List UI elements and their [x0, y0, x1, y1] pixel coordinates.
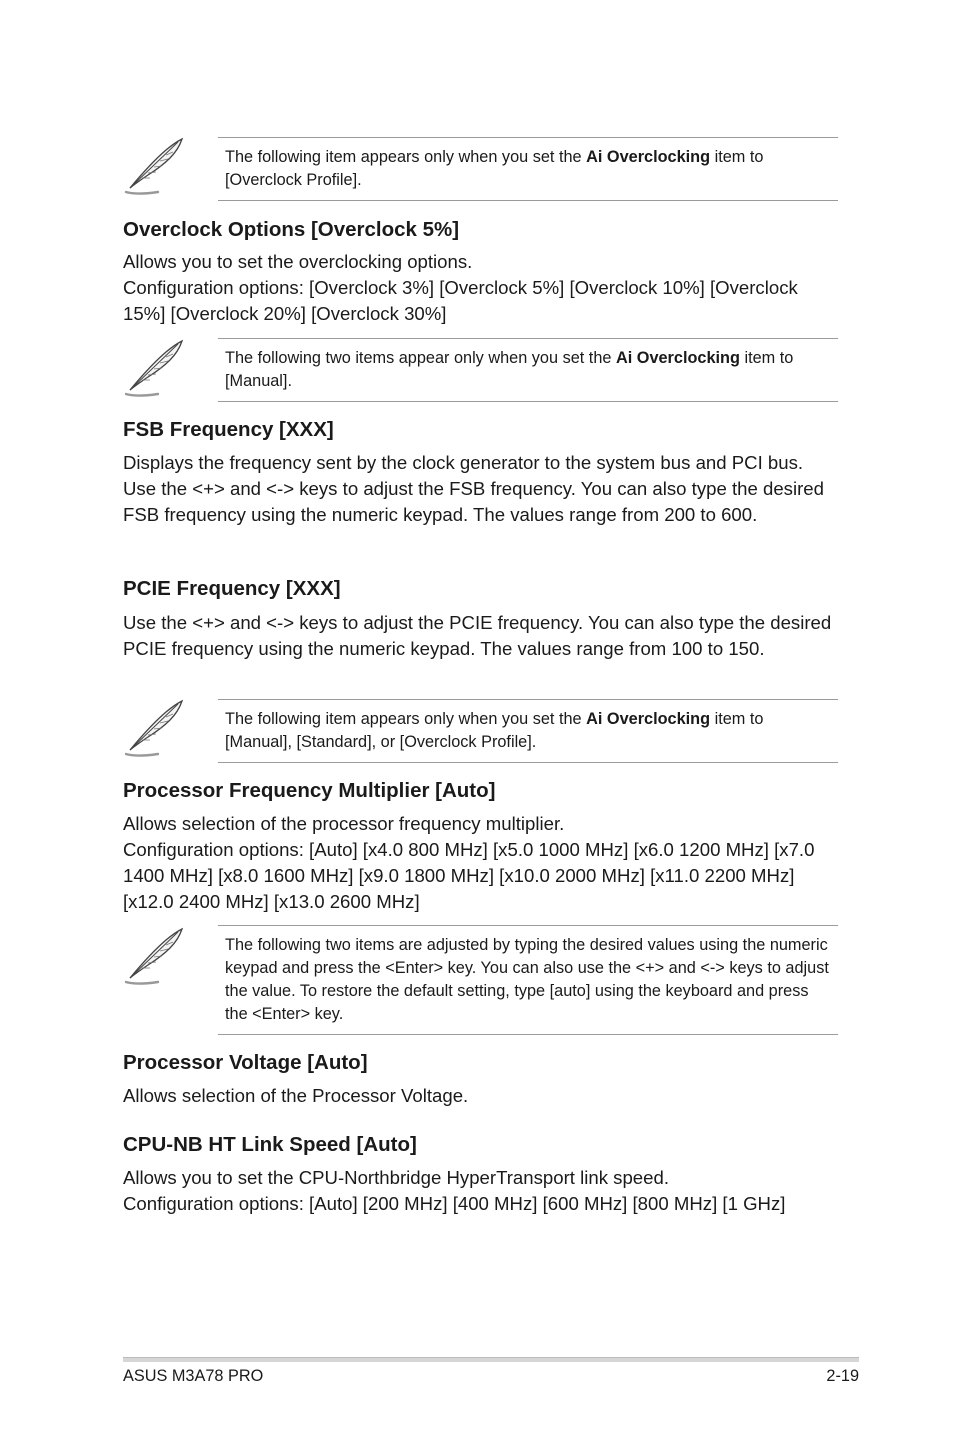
section-heading: Processor Frequency Multiplier [Auto]: [123, 779, 496, 802]
note-box: [218, 925, 838, 1035]
body-line: Configuration options: [Auto] [200 MHz] [400 MHz] [600 MHz] [800 MHz] [1 GHz]: [123, 1193, 786, 1214]
section-heading: FSB Frequency [XXX]: [123, 418, 334, 441]
pencil-note-icon: [122, 698, 186, 758]
body-line: Configuration options: [Overclock 3%] [Overclock 5%] [Overclock 10%] [Overclock 15%] [Overclock 20%] [Overclock 30%]: [123, 277, 798, 324]
footer-product-name: ASUS M3A78 PRO: [123, 1367, 264, 1385]
section-body: [123, 811, 838, 915]
body-line: Configuration options: [Auto] [x4.0 800 MHz] [x5.0 1000 MHz] [x6.0 1200 MHz] [x7.0 1400 MHz] [x8.0 1600 MHz] [x9.0 1800 MHz] [x10.0 2000 MHz] [x11.0 2200 MHz] [x12.0 2400 MHz] [x13.0 2600 MHz]: [123, 839, 815, 912]
body-line: Displays the frequency sent by the clock generator to the system bus and PCI bus. Use the <+> and <-> keys to adjust the FSB frequency. You can also type the desired FSB frequency using the numeric keypad. The values range from 200 to 600.: [123, 452, 824, 525]
section-body: [123, 1165, 838, 1217]
pencil-note-icon: [122, 136, 186, 196]
pencil-note-icon: [122, 926, 186, 986]
note-text: item to [Manual], [Standard], or [Overclock Profile].: [225, 710, 764, 751]
section-body: [123, 249, 838, 327]
note-box: [218, 699, 838, 763]
note-text: The following item appears only when you set the: [225, 148, 587, 166]
body-line: Allows you to set the CPU-Northbridge HyperTransport link speed.: [123, 1167, 670, 1188]
note-box: [218, 338, 838, 402]
note-emphasis: Ai Overclocking: [586, 148, 711, 166]
section-body: [123, 1083, 838, 1109]
body-line: Allows you to set the overclocking options.: [123, 251, 473, 272]
pencil-note-icon: [122, 338, 186, 398]
note-emphasis: Ai Overclocking: [586, 710, 711, 728]
note-text: The following two items are adjusted by typing the desired values using the numeric keypad and press the <Enter> key. You can also use the <+> and <-> keys to adjust the value. To restore the default setting, type [auto] using the keyboard and press the <Enter> key.: [225, 936, 829, 1023]
section-heading: Overclock Options [Overclock 5%]: [123, 218, 460, 241]
body-line: Allows selection of the processor frequency multiplier.: [123, 813, 565, 834]
note-text: The following item appears only when you set the: [225, 710, 587, 728]
body-line: Allows selection of the Processor Voltage.: [123, 1085, 469, 1106]
note-emphasis: Ai Overclocking: [615, 349, 740, 367]
footer-divider: [123, 1357, 859, 1362]
footer-page-number: 2-19: [826, 1367, 859, 1385]
section-heading: CPU-NB HT Link Speed [Auto]: [123, 1133, 417, 1156]
note-box: [218, 137, 838, 201]
section-heading: PCIE Frequency [XXX]: [123, 577, 341, 600]
note-text: item to [Manual].: [225, 349, 794, 390]
section-heading: Processor Voltage [Auto]: [123, 1051, 368, 1074]
section-body: [123, 450, 838, 528]
note-text: item to [Overclock Profile].: [225, 148, 764, 189]
body-line: Use the <+> and <-> keys to adjust the PCIE frequency. You can also type the desired PCIE frequency using the numeric keypad. The values range from 100 to 150.: [123, 612, 832, 659]
note-text: The following two items appear only when you set the: [225, 349, 616, 367]
section-body: [123, 610, 838, 662]
